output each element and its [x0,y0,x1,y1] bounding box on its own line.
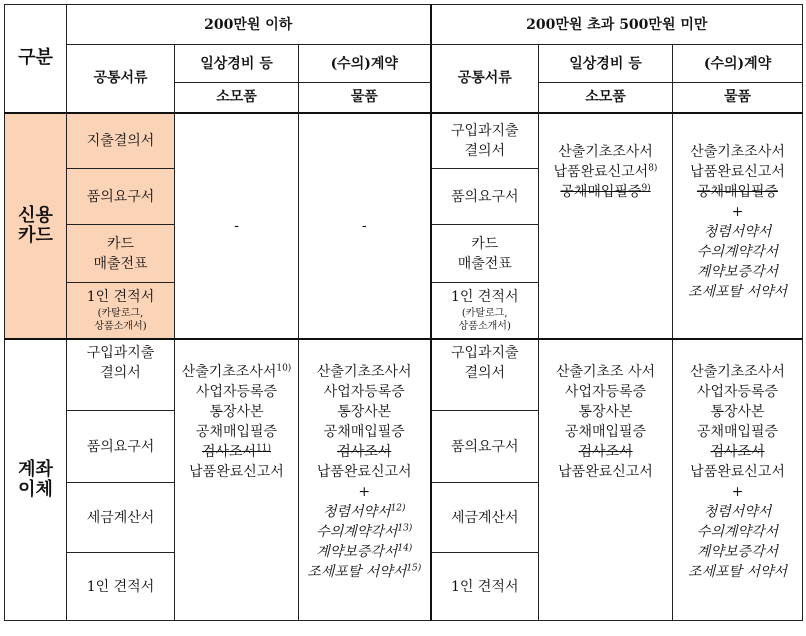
header-range-2: 200만원 초과 500만원 미만 [431,5,803,45]
card2-daily-docs: 산출기초조사서 납품완료신고서$^{8)}$ 공채매입필증$^{9)}$ [539,113,673,339]
card-request-form: 품의요구서 [67,169,175,225]
transfer-purchase-resolution: 구입과지출 결의서 [67,339,175,411]
transfer-daily-docs: 산출기초조사서$^{10)}$ 사업자등록증 통장사본 공채매입필증 검사조서$^{11)}$ 납품완료신고서 [175,339,299,621]
transfer2-request-form: 품의요구서 [431,411,539,483]
transfer2-tax-invoice: 세금계산서 [431,483,539,553]
transfer2-contract-docs: 산출기초조사서 사업자등록증 통장사본 공채매입필증 검사조서 납품완료신고서 + 청렴서약서 수의계약각서 계약보증각서 조세포탈 서약서 [673,339,803,621]
transfer2-daily-docs: 산출기초조 사서 사업자등록증 통장사본 공채매입필증 검사조서 납품완료신고서 [539,339,673,621]
transfer2-single-quote: 1인 견적서 [431,553,539,621]
card2-single-quote: 1인 견적서 (카탈로그, 상품소개서) [431,283,539,339]
header-range-1: 200만원 이하 [67,5,431,45]
card-contract-dash: - [299,113,431,339]
transfer-tax-invoice: 세금계산서 [67,483,175,553]
card2-contract-docs: 산출기초조사서 납품완료신고서 공채매입필증 + 청렴서약서 수의계약각서 계약보증각서 조세포탈 서약서 [673,113,803,339]
header-daily-1: 일상경비 등 [175,45,299,83]
header-goods-2: 물품 [673,83,803,113]
header-consumables-1: 소모품 [175,83,299,113]
card2-sales-slip: 카드 매출전표 [431,225,539,283]
card-daily-dash: - [175,113,299,339]
card-expense-resolution: 지출결의서 [67,113,175,169]
header-daily-2: 일상경비 등 [539,45,673,83]
card2-request-form: 품의요구서 [431,169,539,225]
header-contract-1: (수의)계약 [299,45,431,83]
transfer2-purchase-resolution: 구입과지출 결의서 [431,339,539,411]
transfer-single-quote: 1인 견적서 [67,553,175,621]
document-table [4,4,803,621]
header-contract-2: (수의)계약 [673,45,803,83]
header-common-docs-2: 공통서류 [431,45,539,113]
section-credit-card: 신용 카드 [5,113,67,339]
header-consumables-2: 소모품 [539,83,673,113]
card-sales-slip: 카드 매출전표 [67,225,175,283]
header-goods-1: 물품 [299,83,431,113]
card2-purchase-resolution: 구입과지출 결의서 [431,113,539,169]
transfer-contract-docs: 산출기초조사서 사업자등록증 통장사본 공채매입필증 검사조서 납품완료신고서 + 청렴서약서$^{12)}$ 수의계약각서$^{13)}$ 계약보증각서$^{14)}$ 조세포탈 서약서$^{15)}$ [299,339,431,621]
section-account-transfer: 계좌 이체 [5,339,67,621]
transfer-request-form: 품의요구서 [67,411,175,483]
header-group: 구분 [5,5,67,113]
card-single-quote: 1인 견적서 (카탈로그, 상품소개서) [67,283,175,339]
header-common-docs-1: 공통서류 [67,45,175,113]
